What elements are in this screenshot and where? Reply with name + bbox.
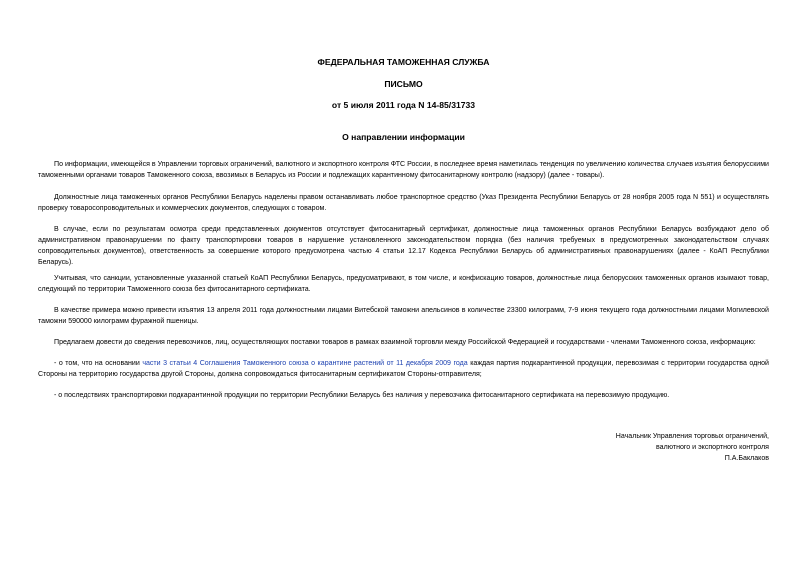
signature-position-line-1: Начальник Управления торговых ограничений, xyxy=(615,433,769,440)
paragraph-3: В случае, если по результатам осмотра среди представленных документов отсутствует фитосанитарный сертификат, должностные лица таможенных органов Республики Беларусь возбуждают дело об административном правонарушении по факту транспортировки товаров в нарушение установленного законодательством порядка (без наличия требуемых в предусмотренных законодательством случаях сопроводительных документов), ответственность за совершение которого предусмотрена частью 4 статьи 12.17 Кодекса Республики Беларусь об административных правонарушениях (далее - КоАП Республики Беларусь). xyxy=(38,226,769,266)
agency-title: ФЕДЕРАЛЬНАЯ ТАМОЖЕННАЯ СЛУЖБА xyxy=(317,57,490,67)
paragraph-1: По информации, имеющейся в Управлении торговых ограничений, валютного и экспортного контроля ФТС России, в последнее время наметилась тенденция по увеличению количества случаев изъятия белорусскими таможенными органами товаров Таможенного союза, ввозимых в Беларусь из России и подлежащих карантинному фитосанитарному контролю (надзору) (далее - товары). xyxy=(38,161,769,179)
bullet-1-suffix: каждая партия подкарантинной продукции, перевозимая с территории государства одной Стороны на территорию государства другой Стороны, должна сопровождаться фитосанитарным сертификатом Стороны-отправителя; xyxy=(38,360,769,378)
paragraph-5: В качестве примера можно привести изъятия 13 апреля 2011 года должностными лицами Витебской таможни апельсинов в количестве 23300 килограмм, 7-9 июня текущего года должностными лицами Могилевской таможни 590000 килограмм фуражной пшеницы. xyxy=(38,307,769,325)
signature-block xyxy=(469,431,769,464)
bullet-1-prefix: - о том, что на основании xyxy=(54,360,143,367)
bullet-item-1 xyxy=(38,358,769,380)
bullet-item-2: - о последствиях транспортировки подкарантинной продукции по территории Республики Беларусь без наличия у перевозчика фитосанитарного сертификата на перевозимую продукцию. xyxy=(54,392,670,399)
paragraph-2: Должностные лица таможенных органов Республики Беларусь наделены правом останавливать любое транспортное средство (Указ Президента Республики Беларусь от 28 ноября 2005 года N 551) и осуществлять проверку товаросопроводительных и коммерческих документов, следующих с товаром. xyxy=(38,194,769,212)
paragraph-4: Учитывая, что санкции, установленные указанной статьей КоАП Республики Беларусь, предусматривают, в том числе, и конфискацию товаров, должностные лица белорусских таможенных органов изымают товар, следующий по территории Таможенного союза без фитосанитарного сертификата. xyxy=(38,275,769,293)
document-reference: от 5 июля 2011 года N 14-85/31733 xyxy=(331,100,476,110)
signature-position-line-2: валютного и экспортного контроля xyxy=(656,444,769,451)
document-type: ПИСЬМО xyxy=(384,79,423,89)
agreement-link[interactable]: части 3 статьи 4 Соглашения Таможенного союза о карантине растений от 11 декабря 2009 года xyxy=(142,360,468,367)
document-subject: О направлении информации xyxy=(342,132,465,142)
paragraph-6: Предлагаем довести до сведения перевозчиков, лиц, осуществляющих поставки товаров в рамках взаимной торговли между Российской Федерацией и государствами - членами Таможенного союза, информацию: xyxy=(54,339,756,346)
signature-name: П.А.Баклаков xyxy=(724,455,769,462)
